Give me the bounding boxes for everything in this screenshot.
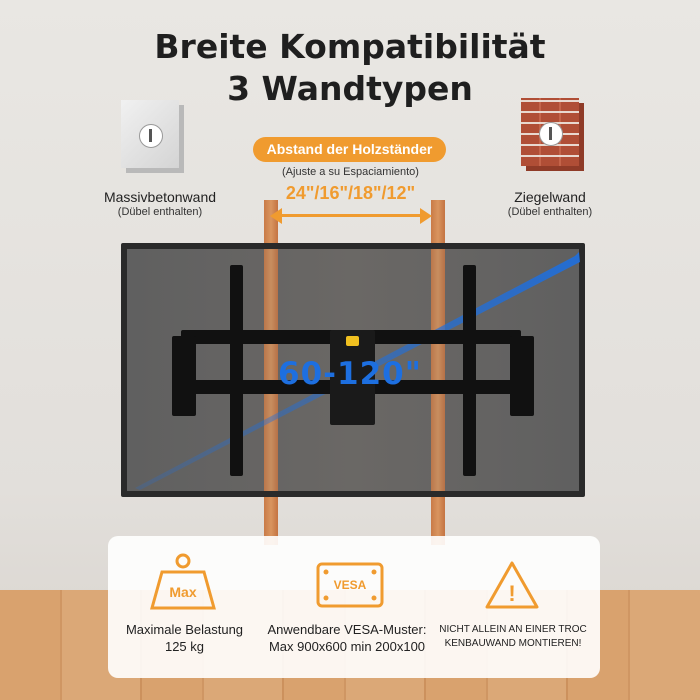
feature-max-load-line2: 125 kg bbox=[164, 639, 205, 654]
wall-right-label: Ziegelwand bbox=[514, 189, 586, 205]
title-line-2: 3 Wandtypen bbox=[227, 69, 473, 108]
feature-max-load-line1: Maximale Belastung bbox=[125, 622, 244, 637]
wall-left-note: (Dübel enthalten) bbox=[117, 206, 203, 218]
tv-size-range: 60-120" bbox=[278, 356, 422, 392]
mount-end-left bbox=[172, 336, 196, 416]
feature-vesa-line2: Max 900x600 min 200x100 bbox=[268, 639, 426, 654]
max-weight-icon-text: Max bbox=[169, 584, 197, 600]
feature-max-load bbox=[112, 621, 257, 655]
stud-spacing-note: (Ajuste a su Espaciamiento) bbox=[282, 166, 419, 178]
feature-warning bbox=[430, 623, 596, 651]
wall-right-note: (Dübel enthalten) bbox=[507, 206, 593, 218]
feature-warning-line2: KENBAUWAND MONTIEREN! bbox=[444, 638, 582, 649]
feature-vesa-line1: Anwendbare VESA-Muster: bbox=[267, 622, 427, 637]
wall-left-label: Massivbetonwand bbox=[103, 189, 217, 205]
max-weight-icon bbox=[148, 552, 218, 612]
stud-spacing-badge: Abstand der Holzständer bbox=[253, 137, 446, 162]
mount-vertical-bracket-right bbox=[463, 265, 476, 476]
mount-end-right bbox=[510, 336, 534, 416]
feature-vesa bbox=[252, 621, 442, 655]
warning-icon-text: ! bbox=[508, 581, 516, 606]
stud-spacing-sizes: 24"/16"/18"/12" bbox=[285, 183, 416, 203]
warning-icon bbox=[484, 560, 540, 610]
brand-logo bbox=[346, 336, 359, 346]
title-line-1: Breite Kompatibilität bbox=[154, 27, 546, 66]
feature-warning-line1: NICHT ALLEIN AN EINER TROC bbox=[439, 624, 587, 635]
vesa-pattern-icon bbox=[316, 562, 384, 608]
mount-vertical-bracket-left bbox=[230, 265, 243, 476]
vesa-icon-text: VESA bbox=[333, 578, 367, 592]
